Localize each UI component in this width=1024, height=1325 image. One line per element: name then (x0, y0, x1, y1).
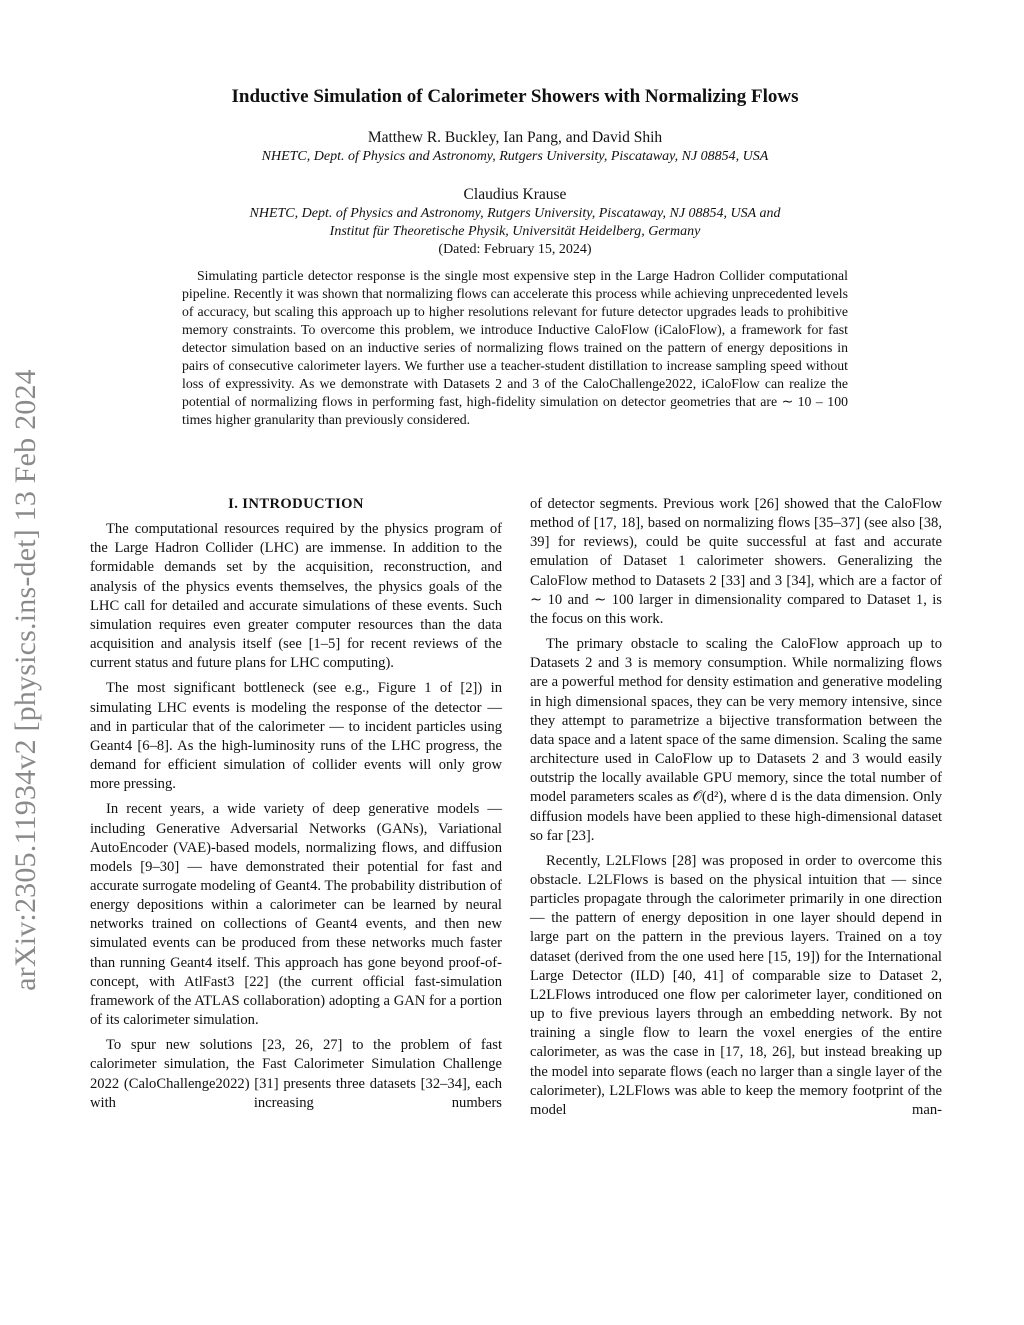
dated-line: (Dated: February 15, 2024) (438, 242, 592, 257)
authors-line-2: Claudius Krause (463, 186, 567, 203)
paragraph: To spur new solutions [23, 26, 27] to the problem of fast calorimeter simulation, the Fast Calorimeter Simulation Challenge 2022 (CaloChallenge2022) [31] presents three datasets [32–34], each with increasing numbers (90, 1037, 502, 1111)
arxiv-identifier-stamp (4, 320, 48, 1040)
paragraph: In recent years, a wide variety of deep generative models — including Generative Adversarial Networks (GANs), Variational AutoEncoder (VAE)-based models, normalizing flows, and diffusion models [9–30] — have demonstrated their potential for fast and accurate surrogate modeling of Geant4. The probability distribution of energy depositions within a calorimeter can be learned by neural networks trained on collections of Geant4 events, and then new simulated events can be produced from these networks much faster than running Geant4 itself. This approach has gone beyond proof-of-concept, with AtlFast3 [22] (the current official fast-simulation framework of the ATLAS collaboration) adopting a GAN for a portion of its calorimeter simulation. (90, 801, 502, 1029)
abstract: Simulating particle detector response is the single most expensive step in the Large Hadron Collider computational pipeline. Recently it was shown that normalizing flows can accelerate this process while achieving unprecedented levels of accuracy, but scaling this approach up to higher resolutions relevant for future detector upgrades leads to prohibitive memory constraints. To overcome this problem, we introduce Inductive CaloFlow (iCaloFlow), a framework for fast detector simulation based on an inductive series of normalizing flows trained on the pattern of energy depositions in pairs of consecutive calorimeter layers. We further use a teacher-student distillation to increase sampling speed without loss of expressivity. As we demonstrate with Datasets 2 and 3 of the CaloChallenge2022, iCaloFlow can realize the potential of normalizing flows in performing fast, high-fidelity simulation on detector geometries that are ∼ 10 – 100 times higher granularity than previously considered. (182, 268, 848, 427)
paragraph: The computational resources required by the physics program of the Large Hadron Collider (LHC) are immense. In addition to the formidable demands set by the acquisition, reconstruction, and analysis of the physics events themselves, the physics goals of the LHC call for detailed and accurate simulations of these events. Such simulation requires even greater computer resources than the data acquisition and analysis itself (see [1–5] for recent reviews of the current status and future plans for LHC computing). (90, 521, 502, 672)
paragraph: of detector segments. Previous work [26] showed that the CaloFlow method of [17, 18], based on normalizing flows [35–37] (see also [38, 39] for reviews), could be quite successful at fast and accurate emulation of Dataset 1 calorimeter showers. Generalizing the CaloFlow method to Datasets 2 [33] and 3 [34], which are a factor of ∼ 10 and ∼ 100 larger in dimensionality compared to Dataset 1, is the focus on this work. (530, 496, 942, 627)
authors-line-1: Matthew R. Buckley, Ian Pang, and David Shih (367, 129, 663, 146)
paragraph: The most significant bottleneck (see e.g., Figure 1 of [2]) in simulating LHC events is modeling the response of the detector — and in particular that of the calorimeter — to incident particles using Geant4 [6–8]. As the high-luminosity runs of the LHC progress, the demand for efficient simulation of collider events will only grow more pressing. (90, 680, 502, 793)
right-column (530, 495, 942, 1126)
paragraph: The primary obstacle to scaling the CaloFlow approach up to Datasets 2 and 3 is memory consumption. While normalizing flows are a powerful method for density estimation and generative modeling in high dimensional spaces, they can be very memory intensive, since they attempt to parametrize a bijective transformation between the data space and a latent space of the same dimension. Scaling the same architecture used in CaloFlow up to Datasets 2 and 3 would easily outstrip the locally available GPU memory, since the total number of model parameters scales as 𝒪(d²), where d is the data dimension. Only diffusion models have been applied to these high-dimensional dataset so far [23]. (530, 636, 942, 844)
arxiv-identifier-text: arXiv:2305.11934v2 [physics.ins-det] 13 Feb 2024 (9, 369, 42, 991)
affiliation-2a: NHETC, Dept. of Physics and Astronomy, Rutgers University, Piscataway, NJ 08854, USA and (249, 206, 781, 221)
paragraph: Recently, L2LFlows [28] was proposed in order to overcome this obstacle. L2LFlows is based on the physical intuition that — since particles propagate through the calorimeter primarily in one direction — the pattern of energy deposition in one layer should depend in large part on the pattern in the previous layers. Trained on a toy dataset (derived from the one used here [15, 19]) for the International Large Detector (ILD) [40, 41] of comparable size to Dataset 2, L2LFlows introduced one flow per calorimeter layer, conditioned on up to five previous layers through an embedding network. By not training a single flow to learn the voxel energies of the entire calorimeter, as was the case in [17, 18, 26], but instead breaking up the model into separate flows (each no larger than a single layer of the calorimeter), L2LFlows was able to keep the memory footprint of the model man- (530, 852, 942, 1118)
affiliation-2b: Institut für Theoretische Physik, Universität Heidelberg, Germany (329, 224, 701, 239)
affiliation-1: NHETC, Dept. of Physics and Astronomy, Rutgers University, Piscataway, NJ 08854, USA (261, 149, 769, 164)
left-column (90, 495, 502, 1119)
section-heading-introduction: I. INTRODUCTION (228, 496, 364, 512)
paper-title: Inductive Simulation of Calorimeter Showers with Normalizing Flows (231, 86, 799, 107)
